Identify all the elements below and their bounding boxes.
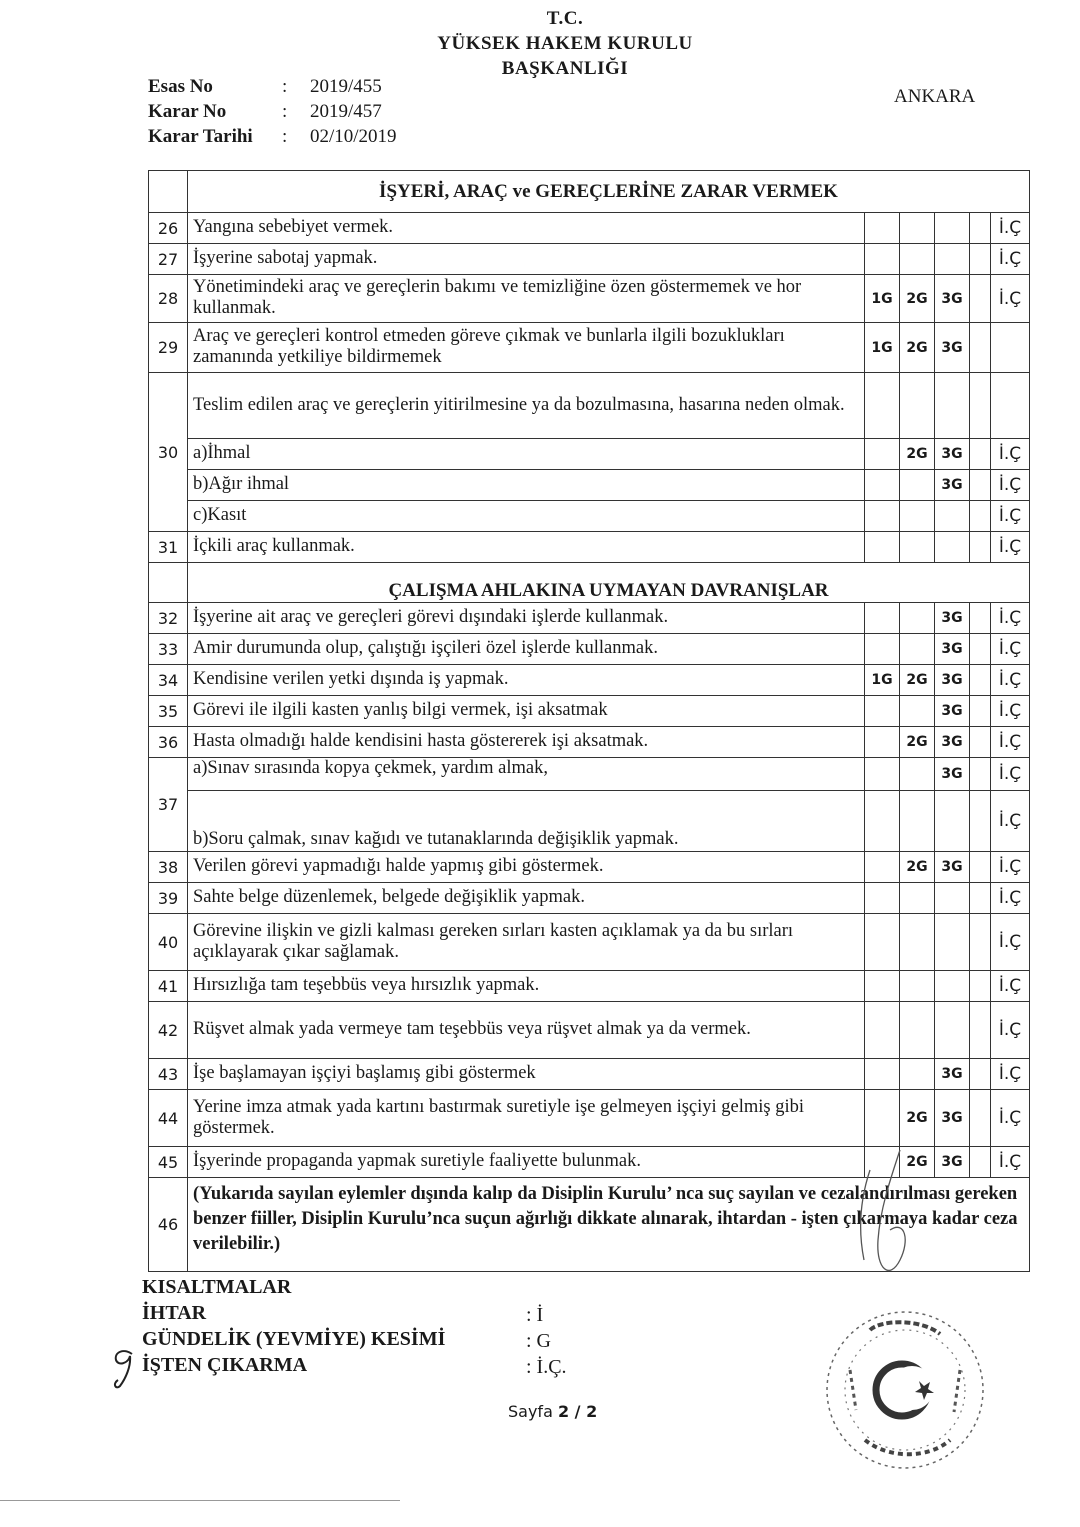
page-prefix: Sayfa bbox=[508, 1402, 558, 1421]
meta-label-karar: Karar No bbox=[148, 101, 227, 122]
row-number: 32 bbox=[149, 603, 188, 634]
row-description: a)İhmal bbox=[188, 439, 865, 470]
table-row bbox=[149, 323, 1030, 373]
signature-icon bbox=[830, 1140, 940, 1290]
penalty-2g: 2G bbox=[900, 1147, 935, 1178]
row-number: 34 bbox=[149, 665, 188, 696]
penalty-dismissal: İ.Ç bbox=[991, 634, 1030, 665]
section-header-row bbox=[149, 171, 1030, 213]
penalty-2g: 2G bbox=[900, 323, 935, 373]
meta-value-esas: 2019/455 bbox=[310, 76, 382, 97]
row-number: 46 bbox=[149, 1178, 188, 1272]
row-description: b)Ağır ihmal bbox=[188, 470, 865, 501]
meta-value-karar: 2019/457 bbox=[310, 101, 382, 122]
penalty-dismissal: İ.Ç bbox=[991, 758, 1030, 791]
penalty-dismissal: İ.Ç bbox=[991, 852, 1030, 883]
penalty-dismissal: İ.Ç bbox=[991, 1147, 1030, 1178]
penalty-dismissal: İ.Ç bbox=[991, 532, 1030, 563]
abbreviations-title: KISALTMALAR bbox=[142, 1276, 292, 1298]
row-number: 45 bbox=[149, 1147, 188, 1178]
table-row bbox=[149, 373, 1030, 439]
row-description: Rüşvet almak yada vermeye tam teşebbüs veya rüşvet almak ya da vermek. bbox=[188, 1002, 865, 1059]
row-description: Teslim edilen araç ve gereçlerin yitirilmesine ya da bozulmasına, hasarına neden olmak. bbox=[188, 373, 865, 439]
section-header-row bbox=[149, 563, 1030, 603]
table-row bbox=[149, 213, 1030, 244]
row-number: 38 bbox=[149, 852, 188, 883]
penalty-dismissal: İ.Ç bbox=[991, 1090, 1030, 1147]
penalty-1g: 1G bbox=[865, 665, 900, 696]
row-number: 30 bbox=[149, 373, 188, 532]
row-description: Sahte belge düzenlemek, belgede değişiklik yapmak. bbox=[188, 883, 865, 914]
row-number: 40 bbox=[149, 914, 188, 971]
penalty-dismissal: İ.Ç bbox=[991, 439, 1030, 470]
abbreviation-label: İHTAR bbox=[142, 1302, 207, 1324]
meta-colon: : bbox=[282, 126, 288, 147]
table-row bbox=[149, 852, 1030, 883]
penalty-3g: 3G bbox=[935, 439, 970, 470]
table-row bbox=[149, 244, 1030, 275]
penalty-3g: 3G bbox=[935, 603, 970, 634]
header-presidency: BAŞKANLIĞI bbox=[501, 58, 629, 79]
page-separator: / bbox=[569, 1402, 587, 1421]
page-total: 2 bbox=[586, 1402, 598, 1421]
meta-label-esas: Esas No bbox=[148, 76, 213, 97]
penalty-2g: 2G bbox=[900, 439, 935, 470]
penalty-dismissal: İ.Ç bbox=[991, 1059, 1030, 1090]
row-number: 36 bbox=[149, 727, 188, 758]
penalty-3g: 3G bbox=[935, 696, 970, 727]
header-city: ANKARA bbox=[894, 86, 976, 107]
penalty-3g: 3G bbox=[935, 1147, 970, 1178]
row-description-general: (Yukarıda sayılan eylemler dışında kalıp da Disiplin Kurulu’ nca suç sayılan ve cezalandırılması gereken benzer fiiller, Disiplin Kurulu’nca suçun ağırlığı dikkate alınarak, ihtardan - işten çıkarmaya kadar ceza verilebilir.) bbox=[188, 1178, 1030, 1272]
row-description: a)Sınav sırasında kopya çekmek, yardım almak, bbox=[188, 758, 865, 791]
table-row bbox=[149, 634, 1030, 665]
table-subrow bbox=[149, 501, 1030, 532]
handwritten-initial-icon bbox=[106, 1346, 146, 1394]
meta-label-tarih: Karar Tarihi bbox=[148, 126, 253, 147]
penalty-dismissal: İ.Ç bbox=[991, 470, 1030, 501]
meta-value-tarih: 02/10/2019 bbox=[310, 126, 397, 147]
discipline-table bbox=[148, 170, 1030, 1272]
penalty-3g: 3G bbox=[935, 758, 970, 791]
penalty-2g: 2G bbox=[900, 727, 935, 758]
row-description: İşyerine sabotaj yapmak. bbox=[188, 244, 865, 275]
abbreviation-label: GÜNDELİK (YEVMİYE) KESİMİ bbox=[142, 1328, 446, 1350]
penalty-3g: 3G bbox=[935, 1090, 970, 1147]
table-subrow bbox=[149, 439, 1030, 470]
penalty-dismissal: İ.Ç bbox=[991, 696, 1030, 727]
penalty-2g: 2G bbox=[900, 665, 935, 696]
penalty-3g: 3G bbox=[935, 1059, 970, 1090]
penalty-2g: 2G bbox=[900, 275, 935, 323]
row-description: Yerine imza atmak yada kartını bastırmak suretiyle işe gelmeyen işçiyi gelmiş gibi göstermek. bbox=[188, 1090, 865, 1147]
page-number bbox=[508, 1402, 597, 1421]
row-number: 31 bbox=[149, 532, 188, 563]
table-row bbox=[149, 1090, 1030, 1147]
row-description: Amir durumunda olup, çalıştığı işçileri özel işlerde kullanmak. bbox=[188, 634, 865, 665]
penalty-3g: 3G bbox=[935, 470, 970, 501]
penalty-dismissal: İ.Ç bbox=[991, 275, 1030, 323]
penalty-dismissal: İ.Ç bbox=[991, 1002, 1030, 1059]
row-description: İçkili araç kullanmak. bbox=[188, 532, 865, 563]
section-title-ethics: ÇALIŞMA AHLAKINA UYMAYAN DAVRANIŞLAR bbox=[188, 563, 1030, 603]
row-description: Araç ve gereçleri kontrol etmeden göreve çıkmak ve bunlarla ilgili bozuklukları zamanında yetkiliye bildirmemek bbox=[188, 323, 865, 373]
row-number: 33 bbox=[149, 634, 188, 665]
row-description: c)Kasıt bbox=[188, 501, 865, 532]
header-institution: YÜKSEK HAKEM KURULU bbox=[437, 33, 693, 54]
penalty-dismissal: İ.Ç bbox=[991, 791, 1030, 852]
penalty-3g: 3G bbox=[935, 727, 970, 758]
penalty-1g: 1G bbox=[865, 323, 900, 373]
row-description: Yönetimindeki araç ve gereçlerin bakımı ve temizliğine özen göstermemek ve hor kullanmak. bbox=[188, 275, 865, 323]
row-description: Hasta olmadığı halde kendisini hasta göstererek işi aksatmak. bbox=[188, 727, 865, 758]
penalty-dismissal: İ.Ç bbox=[991, 665, 1030, 696]
table-row bbox=[149, 275, 1030, 323]
penalty-dismissal: İ.Ç bbox=[991, 213, 1030, 244]
meta-colon: : bbox=[282, 76, 288, 97]
penalty-3g: 3G bbox=[935, 852, 970, 883]
row-number: 35 bbox=[149, 696, 188, 727]
row-number: 42 bbox=[149, 1002, 188, 1059]
row-number: 27 bbox=[149, 244, 188, 275]
penalty-3g: 3G bbox=[935, 275, 970, 323]
table-row bbox=[149, 603, 1030, 634]
abbreviation-label: İŞTEN ÇIKARMA bbox=[142, 1354, 308, 1376]
table-row bbox=[149, 914, 1030, 971]
scan-edge-line bbox=[0, 1500, 400, 1501]
row-description: Kendisine verilen yetki dışında iş yapmak. bbox=[188, 665, 865, 696]
abbreviation-value: : İ.Ç. bbox=[526, 1356, 567, 1378]
table-row bbox=[149, 532, 1030, 563]
row-description: b)Soru çalmak, sınav kağıdı ve tutanaklarında değişiklik yapmak. bbox=[188, 791, 865, 852]
table-row bbox=[149, 696, 1030, 727]
penalty-1g: 1G bbox=[865, 275, 900, 323]
row-description: İşyerine ait araç ve gereçleri görevi dışındaki işlerde kullanmak. bbox=[188, 603, 865, 634]
table-row bbox=[149, 883, 1030, 914]
penalty-dismissal: İ.Ç bbox=[991, 971, 1030, 1002]
table-subrow bbox=[149, 791, 1030, 852]
abbreviation-value: : G bbox=[526, 1330, 551, 1352]
section-title-damage: İŞYERİ, ARAÇ ve GEREÇLERİNE ZARAR VERMEK bbox=[188, 171, 1030, 213]
row-number: 44 bbox=[149, 1090, 188, 1147]
penalty-dismissal: İ.Ç bbox=[991, 501, 1030, 532]
header-tc: T.C. bbox=[546, 8, 584, 29]
meta-colon: : bbox=[282, 101, 288, 122]
row-description: İşe başlamayan işçiyi başlamış gibi göstermek bbox=[188, 1059, 865, 1090]
penalty-2g: 2G bbox=[900, 852, 935, 883]
row-number: 26 bbox=[149, 213, 188, 244]
row-number: 37 bbox=[149, 758, 188, 852]
penalty-3g: 3G bbox=[935, 323, 970, 373]
row-description: Hırsızlığa tam teşebbüs veya hırsızlık yapmak. bbox=[188, 971, 865, 1002]
table-row bbox=[149, 758, 1030, 791]
row-description: Görevine ilişkin ve gizli kalması gereken sırları kasten açıklamak ya da bu sırları açıklayarak çıkar sağlamak. bbox=[188, 914, 865, 971]
row-number: 29 bbox=[149, 323, 188, 373]
table-row bbox=[149, 727, 1030, 758]
table-row bbox=[149, 971, 1030, 1002]
row-description: Verilen görevi yapmadığı halde yapmış gibi göstermek. bbox=[188, 852, 865, 883]
row-number: 28 bbox=[149, 275, 188, 323]
row-description: Yangına sebebiyet vermek. bbox=[188, 213, 865, 244]
penalty-3g: 3G bbox=[935, 665, 970, 696]
penalty-dismissal: İ.Ç bbox=[991, 883, 1030, 914]
table-subrow bbox=[149, 470, 1030, 501]
row-description: Görevi ile ilgili kasten yanlış bilgi vermek, işi aksatmak bbox=[188, 696, 865, 727]
penalty-dismissal: İ.Ç bbox=[991, 244, 1030, 275]
penalty-dismissal: İ.Ç bbox=[991, 914, 1030, 971]
penalty-3g: 3G bbox=[935, 634, 970, 665]
row-number: 39 bbox=[149, 883, 188, 914]
official-seal-icon bbox=[820, 1290, 990, 1490]
penalty-dismissal: İ.Ç bbox=[991, 603, 1030, 634]
page-current: 2 bbox=[557, 1402, 570, 1421]
penalty-2g: 2G bbox=[900, 1090, 935, 1147]
table-row bbox=[149, 665, 1030, 696]
table-row bbox=[149, 1059, 1030, 1090]
penalty-dismissal: İ.Ç bbox=[991, 727, 1030, 758]
meta-block bbox=[148, 76, 397, 151]
table-row bbox=[149, 1002, 1030, 1059]
abbreviation-value: : İ bbox=[526, 1304, 544, 1326]
row-number: 43 bbox=[149, 1059, 188, 1090]
row-description: İşyerinde propaganda yapmak suretiyle faaliyette bulunmak. bbox=[188, 1147, 865, 1178]
row-number: 41 bbox=[149, 971, 188, 1002]
